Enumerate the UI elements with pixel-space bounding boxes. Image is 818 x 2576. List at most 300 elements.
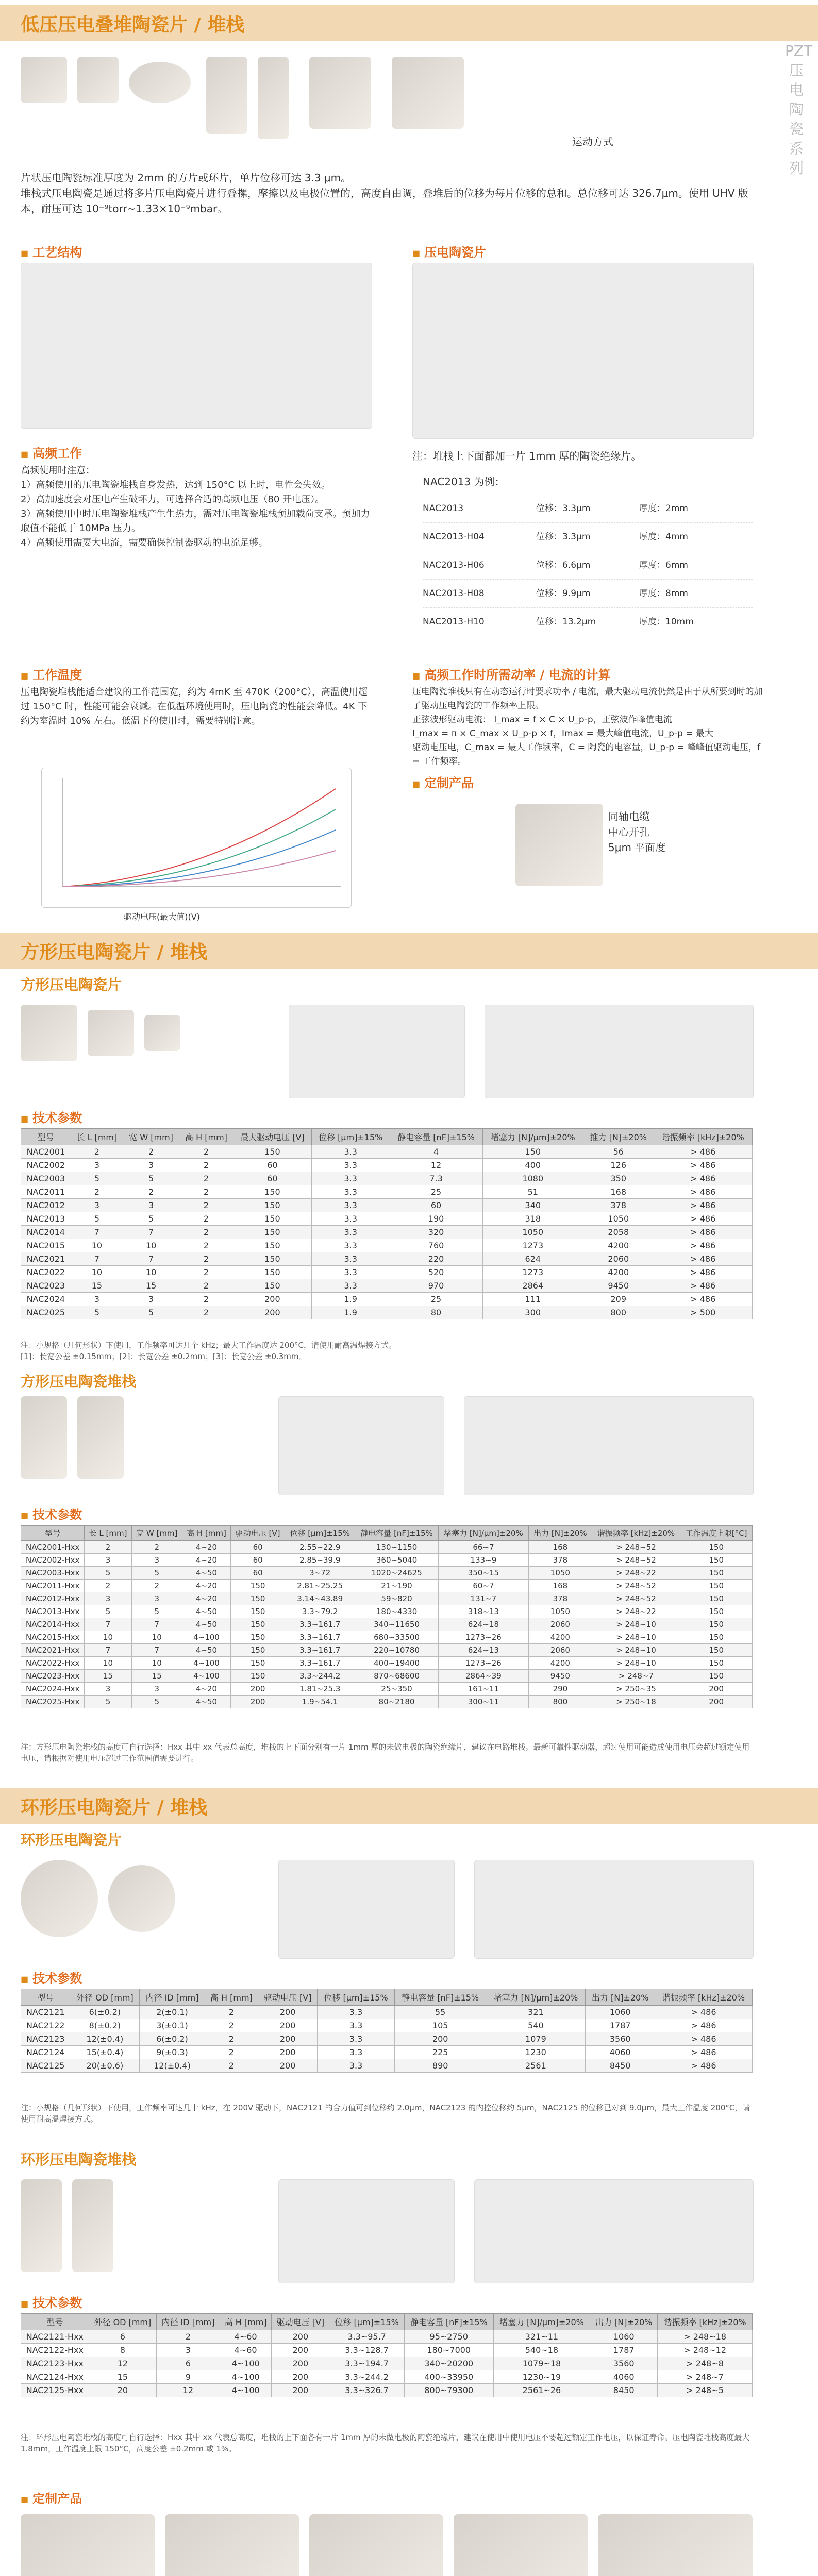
table-cell: > 486: [654, 1226, 753, 1239]
column-header: 型号: [21, 1129, 71, 1145]
table-cell: 12: [89, 2357, 156, 2370]
table-cell: > 248~18: [658, 2330, 753, 2344]
table-cell: 126: [583, 1159, 654, 1172]
table-cell: 3: [131, 1592, 182, 1605]
column-header: 谐振频率 [kHz]±20%: [592, 1526, 680, 1541]
table-cell: 130~1150: [355, 1541, 438, 1554]
stack-height: 厚度：6mm: [639, 560, 688, 570]
column-header: 驱动电压 [V]: [258, 1989, 318, 2006]
table-cell: 3.3: [318, 2046, 395, 2059]
table-cell: 4~20: [182, 1592, 230, 1605]
spec-table-square-stack: [21, 1525, 753, 1708]
table-cell: 3.3: [311, 1239, 390, 1252]
table-cell: 10: [71, 1266, 123, 1279]
table-cell: 9450: [583, 1279, 654, 1293]
table-cell: 4~50: [182, 1618, 230, 1631]
table-cell: > 486: [654, 1172, 753, 1185]
table-cell: 150: [231, 1670, 285, 1683]
table-row: [21, 2032, 753, 2046]
table-cell: 3.3: [311, 1159, 390, 1172]
table-cell: 3.3: [311, 1266, 390, 1279]
table-cell: 2: [179, 1226, 233, 1239]
column-header: 静电容量 [nF]±15%: [404, 2314, 493, 2330]
table-cell: 4: [390, 1145, 482, 1159]
ring-note: 注：小规格（几何形状）下使用，工作频率可达几十 kHz，在 200V 驱动下，NAC2121 的合力值可到位移约 2.0μm，NAC2123 的内控位移约 5μm，NAC2125 的位移已对到 9.0μm，最大工作温度 200°C，请使用耐高温焊接方式。: [21, 2103, 750, 2124]
stack-drawing: [278, 1396, 444, 1495]
graph-xlabel: 驱动电压(最大值)(V): [124, 912, 200, 922]
product-photo: [72, 2179, 113, 2272]
tech-heading: ■ 技术参数: [21, 1108, 82, 1126]
table-cell: 3.3: [311, 1279, 390, 1293]
product-photo: [21, 1396, 67, 1479]
product-photo: [88, 1010, 134, 1056]
table-cell: 318~13: [438, 1605, 528, 1618]
table-cell: > 486: [654, 1159, 753, 1172]
table-cell: 2: [179, 1239, 233, 1252]
table-cell: 10: [123, 1266, 179, 1279]
table-cell: 4~100: [182, 1670, 230, 1683]
product-photo: [144, 1015, 180, 1051]
table-cell: 150: [231, 1580, 285, 1592]
table-cell: 4~20: [182, 1554, 230, 1567]
motion-diagram: [485, 1005, 754, 1098]
table-cell: 150: [231, 1618, 285, 1631]
table-cell: NAC2011: [21, 1185, 71, 1199]
table-cell: 200: [680, 1696, 753, 1708]
fast-heading: ■ 高频工作时所需动率 / 电流的计算: [412, 665, 611, 683]
table-cell: 2864: [482, 1279, 583, 1293]
table-cell: 25: [390, 1185, 482, 1199]
table-cell: NAC2001: [21, 1145, 71, 1159]
custom-photo: [165, 2514, 299, 2576]
table-row: [21, 1605, 753, 1618]
column-header: 静电容量 [nF]±15%: [390, 1129, 482, 1145]
table-cell: 2.85~39.9: [285, 1554, 355, 1567]
table-cell: 2: [123, 1185, 179, 1199]
table-cell: 180~7000: [404, 2344, 493, 2357]
table-cell: 1050: [583, 1212, 654, 1226]
table-cell: 200: [258, 2032, 318, 2046]
table-cell: 66~7: [438, 1541, 528, 1554]
table-cell: NAC2001-Hxx: [21, 1541, 85, 1554]
table-cell: 4200: [529, 1657, 592, 1670]
table-cell: 56: [583, 1145, 654, 1159]
table-cell: 4~20: [182, 1683, 230, 1696]
table-cell: NAC2003-Hxx: [21, 1567, 85, 1580]
table-cell: NAC2122-Hxx: [21, 2344, 89, 2357]
table-cell: 624~13: [438, 1644, 528, 1657]
table-cell: 3560: [586, 2032, 655, 2046]
table-cell: 4~20: [182, 1580, 230, 1592]
table-row: [21, 1145, 753, 1159]
column-header: 长 L [mm]: [71, 1129, 123, 1145]
table-row: [21, 1266, 753, 1279]
table-row: [21, 1670, 753, 1683]
product-photo: [309, 57, 371, 129]
table-cell: 5: [131, 1605, 182, 1618]
table-cell: > 486: [654, 1279, 753, 1293]
table-cell: 10: [131, 1657, 182, 1670]
table-cell: 15: [131, 1670, 182, 1683]
table-cell: NAC2025-Hxx: [21, 1696, 85, 1708]
table-cell: NAC2013-Hxx: [21, 1605, 85, 1618]
table-cell: 3.3~79.2: [285, 1605, 355, 1618]
table-cell: 4~100: [182, 1657, 230, 1670]
drive-heading: ■ 压电陶瓷片: [412, 242, 486, 260]
table-cell: 2: [179, 1252, 233, 1266]
table-cell: 60: [233, 1172, 311, 1185]
table-cell: 3.3: [318, 2032, 395, 2046]
table-cell: 60: [390, 1199, 482, 1212]
table-cell: 200: [233, 1306, 311, 1319]
table-cell: 60: [231, 1541, 285, 1554]
custom-photo: [21, 2514, 155, 2576]
table-cell: 4~50: [182, 1567, 230, 1580]
column-header: 宽 W [mm]: [131, 1526, 182, 1541]
table-cell: 3560: [590, 2357, 658, 2370]
table-cell: 1273: [482, 1266, 583, 1279]
ring-stack-drawing: [278, 2179, 455, 2283]
table-cell: 10: [85, 1631, 131, 1644]
table-cell: 4~100: [220, 2370, 272, 2384]
custom-heading: ■ 定制产品: [412, 773, 474, 791]
table-cell: 2: [131, 1541, 182, 1554]
table-cell: 3(±0.1): [140, 2019, 205, 2032]
table-cell: 7: [131, 1644, 182, 1657]
temp-graph: [41, 768, 352, 908]
table-row: [21, 2357, 753, 2370]
table-cell: 3: [71, 1159, 123, 1172]
table-cell: 800~79300: [404, 2384, 493, 2397]
ring-drawing: [278, 1860, 455, 1959]
table-cell: > 248~10: [592, 1657, 680, 1670]
table-cell: 7: [85, 1618, 131, 1631]
table-cell: 4~100: [182, 1631, 230, 1644]
section-3-title: 环形压电陶瓷片 / 堆栈: [21, 1797, 208, 1818]
table-cell: 209: [583, 1293, 654, 1306]
table-cell: NAC2124: [21, 2046, 70, 2059]
table-row: [21, 1696, 753, 1708]
column-header: 型号: [21, 2314, 89, 2330]
table-cell: NAC2022-Hxx: [21, 1657, 85, 1670]
table-cell: 2: [123, 1145, 179, 1159]
table-cell: 4~50: [182, 1644, 230, 1657]
table-cell: 2: [179, 1306, 233, 1319]
table-cell: 150: [680, 1554, 753, 1567]
custom-photo: [454, 2514, 588, 2576]
table-cell: > 248~52: [592, 1541, 680, 1554]
ring-motion: [474, 1860, 754, 1959]
table-cell: 7: [85, 1644, 131, 1657]
table-cell: NAC2022: [21, 1266, 71, 1279]
stack-motion: [464, 1396, 754, 1495]
table-cell: 321: [486, 2006, 586, 2019]
table-cell: > 248~12: [658, 2344, 753, 2357]
table-cell: 540: [486, 2019, 586, 2032]
table-cell: 2.81~25.25: [285, 1580, 355, 1592]
column-header: 外径 OD [mm]: [89, 2314, 156, 2330]
table-cell: 9: [156, 2370, 220, 2384]
square-note: 注：小规格（几何形状）下使用，工作频率可达几个 kHz；最大工作温度达 200°C，请使用耐高温焊接方式。 [1]：长宽公差 ±0.15mm；[2]：长宽公差 ±0.2mm；[3]：长宽公差 ±0.3mm。: [21, 1341, 396, 1361]
table-cell: > 250~18: [592, 1696, 680, 1708]
fast-text: 压电陶瓷堆栈只有在动态运行时要求功率 / 电流，最大驱动电流仍然是由于从所要到时的加了驱动压电陶瓷的工作频率上限。 正弦波形驱动电流： I_max = f × C × U_p-p，正弦波作峰值电流 I_max = π × C_max × U_p-p × f，Imax = 最大峰值电流，U_p-p = 最大 驱动电压电，C_max = 最大工作频率，C = 陶瓷的电容量，U_p-p = 峰峰值驱动电压，f = 工作频率。: [412, 687, 763, 767]
table-cell: > 248~7: [592, 1670, 680, 1683]
table-cell: > 248~52: [592, 1592, 680, 1605]
table-cell: 150: [233, 1199, 311, 1212]
temp-text: 压电陶瓷堆栈能适合建议的工作范围宽，约为 4mK 至 470K（200°C），高温使用超过 150°C 时，性能可能会衰减。在低温环境使用时，压电陶瓷的性能会降低。4K 下约为室温时 10% 左右。低温下的使用时，需要特别注意。: [21, 687, 368, 726]
table-cell: 12: [156, 2384, 220, 2397]
column-header: 谐振频率 [kHz]±20%: [655, 1989, 753, 2006]
stack-displacement: 位移：6.6μm: [536, 560, 591, 570]
table-cell: 320: [390, 1226, 482, 1239]
product-photo: [129, 62, 191, 103]
custom-photo: [598, 2514, 753, 2576]
motion-label: 运动方式: [572, 135, 613, 148]
table-cell: 7: [71, 1226, 123, 1239]
table-cell: 3.14~43.89: [285, 1592, 355, 1605]
table-cell: 360~5040: [355, 1554, 438, 1567]
table-cell: > 248~22: [592, 1567, 680, 1580]
table-cell: 1273~26: [438, 1657, 528, 1670]
table-row: [21, 1159, 753, 1172]
table-row: [21, 1172, 753, 1185]
table-cell: 340: [482, 1199, 583, 1212]
table-cell: > 486: [654, 1185, 753, 1199]
table-cell: 150: [233, 1252, 311, 1266]
table-cell: 624: [482, 1252, 583, 1266]
table-cell: 3.3~95.7: [329, 2330, 405, 2344]
table-cell: 200: [258, 2046, 318, 2059]
table-cell: 2: [179, 1159, 233, 1172]
table-cell: > 486: [655, 2032, 753, 2046]
table-cell: 400~33950: [404, 2370, 493, 2384]
column-header: 谐振频率 [kHz]±20%: [658, 2314, 753, 2330]
table-cell: 1.9~54.1: [285, 1696, 355, 1708]
table-cell: 150: [231, 1657, 285, 1670]
stack-note: 注：堆栈上下面都加一片 1mm 厚的陶瓷绝缘片。: [412, 450, 642, 462]
table-cell: 4060: [586, 2046, 655, 2059]
table-cell: 5: [131, 1696, 182, 1708]
table-cell: 150: [680, 1631, 753, 1644]
table-cell: 200: [258, 2006, 318, 2019]
table-cell: 2.55~22.9: [285, 1541, 355, 1554]
column-header: 堵塞力 [N]/μm]±20%: [482, 1129, 583, 1145]
table-row: [21, 1279, 753, 1293]
table-row: [21, 2046, 753, 2059]
table-cell: 3: [85, 1592, 131, 1605]
table-cell: 150: [231, 1631, 285, 1644]
table-row: [21, 1185, 753, 1199]
table-cell: 7.3: [390, 1172, 482, 1185]
table-cell: 3: [156, 2344, 220, 2357]
ring-disk-title: 环形压电陶瓷片: [21, 1832, 122, 1849]
column-header: 谐振频率 [kHz]±20%: [654, 1129, 753, 1145]
table-cell: 150: [680, 1541, 753, 1554]
table-cell: 2: [71, 1185, 123, 1199]
table-cell: 1273: [482, 1239, 583, 1252]
table-cell: 3.3: [318, 2019, 395, 2032]
table-cell: 150: [482, 1145, 583, 1159]
table-cell: 10: [71, 1239, 123, 1252]
table-cell: > 486: [654, 1293, 753, 1306]
table-row: [21, 1252, 753, 1266]
table-cell: NAC2003: [21, 1172, 71, 1185]
table-cell: NAC2023: [21, 1279, 71, 1293]
table-row: [21, 2384, 753, 2397]
table-cell: > 486: [655, 2046, 753, 2059]
table-cell: 378: [583, 1199, 654, 1212]
table-cell: 180~4330: [355, 1605, 438, 1618]
product-photo: [77, 57, 119, 103]
stack-row: [423, 580, 753, 608]
table-cell: 3.3~194.7: [329, 2357, 405, 2370]
column-header: 驱动电压 [V]: [272, 2314, 329, 2330]
column-header: 位移 [μm]±15%: [311, 1129, 390, 1145]
side-tag-1: PZT压电陶瓷系列: [785, 42, 813, 177]
ring-stack-note: 注：环形压电陶瓷堆栈的高度可自行选择：Hxx 其中 xx 代表总高度，堆栈的上下面各有一片 1mm 厚的未做电极的陶瓷绝缘片，建议在使用中使用电压不要超过额定工作电压，以保证寿命。压电陶瓷堆栈高度最大 1.8mm，工作温度上限 150°C，高度公差 ±0.2mm 或 1%。: [21, 2433, 750, 2453]
table-cell: 1.9: [311, 1293, 390, 1306]
table-cell: 150: [680, 1592, 753, 1605]
table-cell: 150: [680, 1670, 753, 1683]
table-cell: 2864~39: [438, 1670, 528, 1683]
table-cell: 3: [131, 1683, 182, 1696]
table-cell: 60: [231, 1567, 285, 1580]
column-header: 工作温度上限[°C]: [680, 1526, 753, 1541]
table-row: [21, 2019, 753, 2032]
table-cell: 2561: [486, 2059, 586, 2073]
table-row: [21, 2059, 753, 2073]
table-cell: 150: [233, 1185, 311, 1199]
table-cell: 4060: [590, 2370, 658, 2384]
table-cell: 1079: [486, 2032, 586, 2046]
product-photo: [392, 57, 464, 129]
table-cell: 15: [123, 1279, 179, 1293]
table-row: [21, 1592, 753, 1605]
table-row: [21, 1541, 753, 1554]
table-cell: 4~50: [182, 1605, 230, 1618]
table-cell: 12(±0.4): [70, 2032, 140, 2046]
table-cell: 150: [680, 1567, 753, 1580]
table-cell: 20(±0.6): [70, 2059, 140, 2073]
table-cell: 2: [179, 1145, 233, 1159]
table-cell: NAC2123-Hxx: [21, 2357, 89, 2370]
table-cell: 2: [179, 1185, 233, 1199]
table-cell: 200: [258, 2059, 318, 2073]
table-cell: 3.3: [311, 1226, 390, 1239]
table-cell: 3.3~161.7: [285, 1631, 355, 1644]
table-header-row: [21, 1129, 753, 1145]
table-cell: NAC2122: [21, 2019, 70, 2032]
table-cell: > 248~52: [592, 1554, 680, 1567]
table-cell: 3: [123, 1159, 179, 1172]
table-cell: 540~18: [493, 2344, 590, 2357]
column-header: 高 H [mm]: [205, 1989, 258, 2006]
table-row: [21, 1212, 753, 1226]
table-cell: 321~11: [493, 2330, 590, 2344]
table-cell: 3~72: [285, 1567, 355, 1580]
table-cell: 3.3~244.2: [285, 1670, 355, 1683]
table-cell: 4~50: [182, 1696, 230, 1708]
table-cell: 760: [390, 1239, 482, 1252]
table-cell: 3.3: [311, 1185, 390, 1199]
table-cell: NAC2121: [21, 2006, 70, 2019]
custom-heading: ■ 定制产品: [21, 2488, 82, 2506]
column-header: 位移 [μm]±15%: [285, 1526, 355, 1541]
table-row: [21, 2344, 753, 2357]
table-cell: 200: [272, 2357, 329, 2370]
table-cell: 4200: [583, 1239, 654, 1252]
table-cell: 5: [85, 1696, 131, 1708]
table-cell: 3: [71, 1293, 123, 1306]
table-row: [21, 1683, 753, 1696]
table-row: [21, 1618, 753, 1631]
table-cell: 5: [123, 1306, 179, 1319]
stack-name: NAC2013-H08: [423, 588, 485, 599]
table-row: [21, 1567, 753, 1580]
table-cell: NAC2024-Hxx: [21, 1683, 85, 1696]
table-cell: 168: [529, 1541, 592, 1554]
stack-height: 厚度：8mm: [639, 588, 688, 599]
table-cell: 9450: [529, 1670, 592, 1683]
column-header: 位移 [μm]±15%: [329, 2314, 405, 2330]
table-cell: NAC2124-Hxx: [21, 2370, 89, 2384]
table-cell: > 486: [654, 1212, 753, 1226]
column-header: 出力 [N]±20%: [590, 2314, 658, 2330]
ops-heading: ■ 高频工作: [21, 443, 82, 461]
table-cell: 3: [123, 1293, 179, 1306]
table-cell: NAC2125: [21, 2059, 70, 2073]
table-cell: > 486: [655, 2006, 753, 2019]
table-cell: 1.9: [311, 1306, 390, 1319]
table-cell: > 486: [655, 2019, 753, 2032]
product-photo: [258, 57, 289, 139]
stack-diagram: [412, 263, 754, 439]
table-cell: 1.81~25.3: [285, 1683, 355, 1696]
table-row: [21, 2370, 753, 2384]
table-cell: 168: [583, 1185, 654, 1199]
ring-stack-motion: [474, 2179, 754, 2283]
table-cell: 150: [680, 1618, 753, 1631]
table-cell: > 248~10: [592, 1618, 680, 1631]
table-cell: 3.3~161.7: [285, 1618, 355, 1631]
stack-row: [423, 523, 753, 551]
table-cell: 3.3: [318, 2006, 395, 2019]
table-cell: 200: [272, 2330, 329, 2344]
table-cell: 10: [131, 1631, 182, 1644]
table-cell: 1079~18: [493, 2357, 590, 2370]
ring-stack-title: 环形压电陶瓷堆栈: [21, 2151, 137, 2168]
table-cell: > 250~35: [592, 1683, 680, 1696]
table-cell: 8(±0.2): [70, 2019, 140, 2032]
table-cell: 150: [233, 1212, 311, 1226]
table-cell: 4~60: [220, 2344, 272, 2357]
table-row: [21, 1554, 753, 1567]
table-cell: NAC2012: [21, 1199, 71, 1212]
table-row: [21, 1239, 753, 1252]
table-cell: 60: [233, 1159, 311, 1172]
table-cell: 25~350: [355, 1683, 438, 1696]
column-header: 静电容量 [nF]±15%: [355, 1526, 438, 1541]
table-row: [21, 1657, 753, 1670]
square-diagram: [289, 1005, 465, 1098]
column-header: 宽 W [mm]: [123, 1129, 179, 1145]
table-cell: 5: [71, 1212, 123, 1226]
stack-displacement: 位移：13.2μm: [536, 617, 596, 627]
product-photo: [21, 57, 67, 103]
table-cell: 220: [390, 1252, 482, 1266]
table-cell: 2: [205, 2046, 258, 2059]
table-cell: 150: [233, 1239, 311, 1252]
